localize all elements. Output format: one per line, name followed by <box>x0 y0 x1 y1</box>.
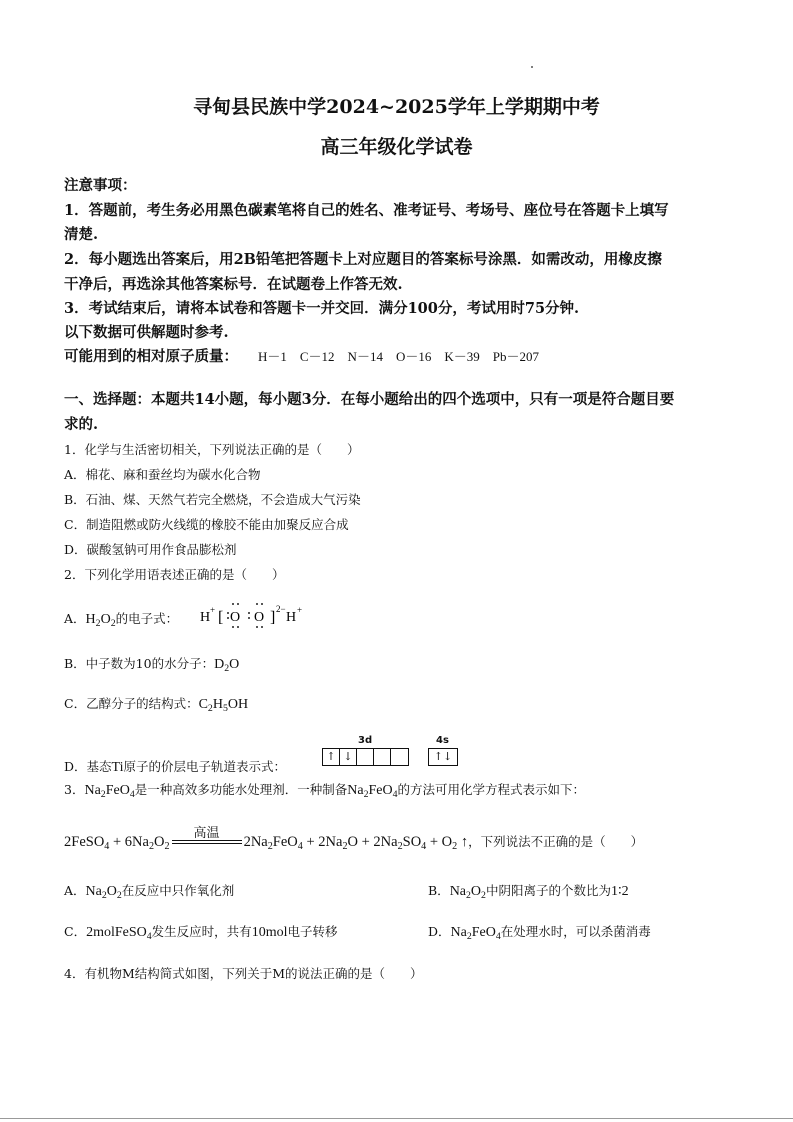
ti-symbol: Ti <box>111 760 124 775</box>
note-item-3: 3．考试结束后，请将本试卷和答题卡一并交回．满分100分，考试用时75分钟. <box>64 300 580 317</box>
q3-option-c-text: 发生反应时，共有 <box>151 924 252 939</box>
q2-option-c-text: C．乙醇分子的结构式： <box>64 696 199 711</box>
ef-bracket-right: ] <box>270 609 276 626</box>
q2-option-d <box>64 757 286 776</box>
h2o2-electron-formula <box>198 597 308 633</box>
ethanol-formula: $C_2H_5OH$ <box>198 697 249 714</box>
orbital-3d-cell <box>391 749 408 765</box>
q3-option-a <box>64 881 234 900</box>
feso4-amount: 2molFeSO$_4$ <box>86 925 152 942</box>
orbital-3d-cell <box>357 749 374 765</box>
q3-equation: 2FeSO$_4$ + $6Na_2O_2$ 高温 $2Na_2FeO_4 + 2Na_2O + 2Na_2SO_4 + O_2$ ↑，下列说法不正确的是（ ） <box>64 832 643 851</box>
note-item-2-line1: 2．每小题选出答案后，用2B铅笔把答题卡上对应题目的答案标号涂黑．如需改动，用橡皮擦 <box>64 251 662 268</box>
section1-heading-line1: 一、选择题：本题共14小题，每小题3分．在每小题给出的四个选项中，只有一项是符合题目要 <box>64 391 675 408</box>
orbital-3d-box <box>322 748 409 766</box>
q3-num: 3． <box>64 782 85 797</box>
q3-option-b-label: B． <box>428 883 450 898</box>
page-bottom-rule <box>0 1118 793 1119</box>
q2-option-a-label: A． <box>64 611 86 626</box>
ef-h-left: H <box>200 610 211 625</box>
note-item-2-line2: 干净后，再选涂其他答案标号．在试题卷上作答无效. <box>64 276 403 293</box>
ef-plus-right: + <box>297 605 303 615</box>
h2o2-formula: $H_2O_2$ <box>85 612 116 629</box>
equation-condition: 高温 <box>193 826 220 841</box>
note-item-1-line1: 1．答题前，考生务必用黑色碳素笔将自己的姓名、准考证号、考场号、座位号在答题卡上填写 <box>64 202 669 219</box>
orbital-3d-cell: ↑ <box>323 749 340 765</box>
q1-stem: 1．化学与生活密切相关，下列说法正确的是（ ） <box>64 442 360 457</box>
section1-heading-line2: 求的. <box>64 416 99 433</box>
na2feo4-formula: $Na_2FeO_4$ <box>84 783 135 800</box>
data-hint: 以下数据可供解题时参考. <box>64 324 229 341</box>
electron-amount: 10mol <box>251 925 288 940</box>
orbital-3d-label: 3d <box>358 735 373 746</box>
q3-option-b <box>428 881 629 900</box>
ef-o-2: O <box>254 610 265 625</box>
q3-option-b-ratio: 1∶2 <box>610 884 629 899</box>
q1-option-c: C．制造阻燃或防火线缆的橡胶不能由加聚反应合成 <box>64 517 349 532</box>
orbital-4s-label: 4s <box>436 735 449 746</box>
exam-subtitle: 高三年级化学试卷 <box>320 136 473 158</box>
ef-h-right: H <box>286 610 297 625</box>
orbital-4s-box <box>428 748 458 766</box>
orbital-3d-cell: ↓ <box>340 749 357 765</box>
q1-option-b: B．石油、煤、天然气若完全燃烧，不会造成大气污染 <box>64 492 361 507</box>
q1-option-a: A．棉花、麻和蚕丝均为碳水化合物 <box>64 467 261 482</box>
ef-charge: 2− <box>276 604 286 614</box>
q3-option-d <box>428 922 651 941</box>
ef-plus-left: + <box>210 605 216 615</box>
notes-heading: 注意事项： <box>64 177 137 194</box>
q3-stem-text2: 的方法可用化学方程式表示如下： <box>397 782 586 797</box>
atomic-mass-values: H－1 C－12 N－14 O－16 K－39 Pb－207 <box>258 349 539 364</box>
q3-option-d-text: 在处理水时，可以杀菌消毒 <box>500 924 651 939</box>
equation-condition-arrow <box>172 826 242 846</box>
d2o-formula: $D_2O$ <box>214 657 240 674</box>
q3-option-b-text: 中阴阳离子的个数比为 <box>485 883 611 898</box>
atomic-mass-label: 可能用到的相对原子质量： <box>64 348 238 365</box>
q3-option-a-text: 在反应中只作氧化剂 <box>121 883 235 898</box>
stray-dot <box>531 66 533 68</box>
q2-stem: 2．下列化学用语表述正确的是（ ） <box>64 567 285 582</box>
q2-option-b-text: B．中子数为10的水分子： <box>64 656 215 671</box>
q2-option-a-text: 的电子式： <box>115 611 179 626</box>
q3-option-c-text2: 电子转移 <box>287 924 338 939</box>
na2feo4-formula: $Na_2FeO_4$ <box>347 783 398 800</box>
q3-stem-text1: 是一种高效多功能水处理剂．一种制备 <box>134 782 348 797</box>
na2o2-formula: $Na_2O_2$ <box>449 884 486 901</box>
orbital-4s-cell: ↑↓ <box>433 750 453 763</box>
q3-option-c <box>64 922 337 941</box>
q2-option-c <box>64 694 248 713</box>
q3-stem <box>64 780 585 799</box>
q3-option-d-label: D． <box>428 924 451 939</box>
q4-stem: 4．有机物M结构简式如图，下列关于M的说法正确的是（ ） <box>64 966 423 981</box>
orbital-3d-cell <box>374 749 391 765</box>
q2-option-d-text2: 原子的价层电子轨道表示式： <box>123 759 286 774</box>
na2feo4-formula: $Na_2FeO_4$ <box>450 925 501 942</box>
q3-option-c-label: C． <box>64 924 87 939</box>
exam-title: 寻甸县民族中学2024~2025学年上学期期中考 <box>193 96 600 118</box>
q2-option-d-text: D．基态 <box>64 759 112 774</box>
na2o2-formula: $Na_2O_2$ <box>85 884 122 901</box>
q1-option-d: D．碳酸氢钠可用作食品膨松剂 <box>64 542 237 557</box>
q2-option-b <box>64 654 239 673</box>
q2-option-a <box>64 609 178 628</box>
ef-bracket-left: [ <box>218 609 224 626</box>
ef-o-1: O <box>230 610 241 625</box>
q3-equation-tail: ，下列说法不正确的是（ ） <box>468 834 644 849</box>
note-item-1-line2: 清楚. <box>64 226 99 243</box>
q3-option-a-label: A． <box>64 883 86 898</box>
